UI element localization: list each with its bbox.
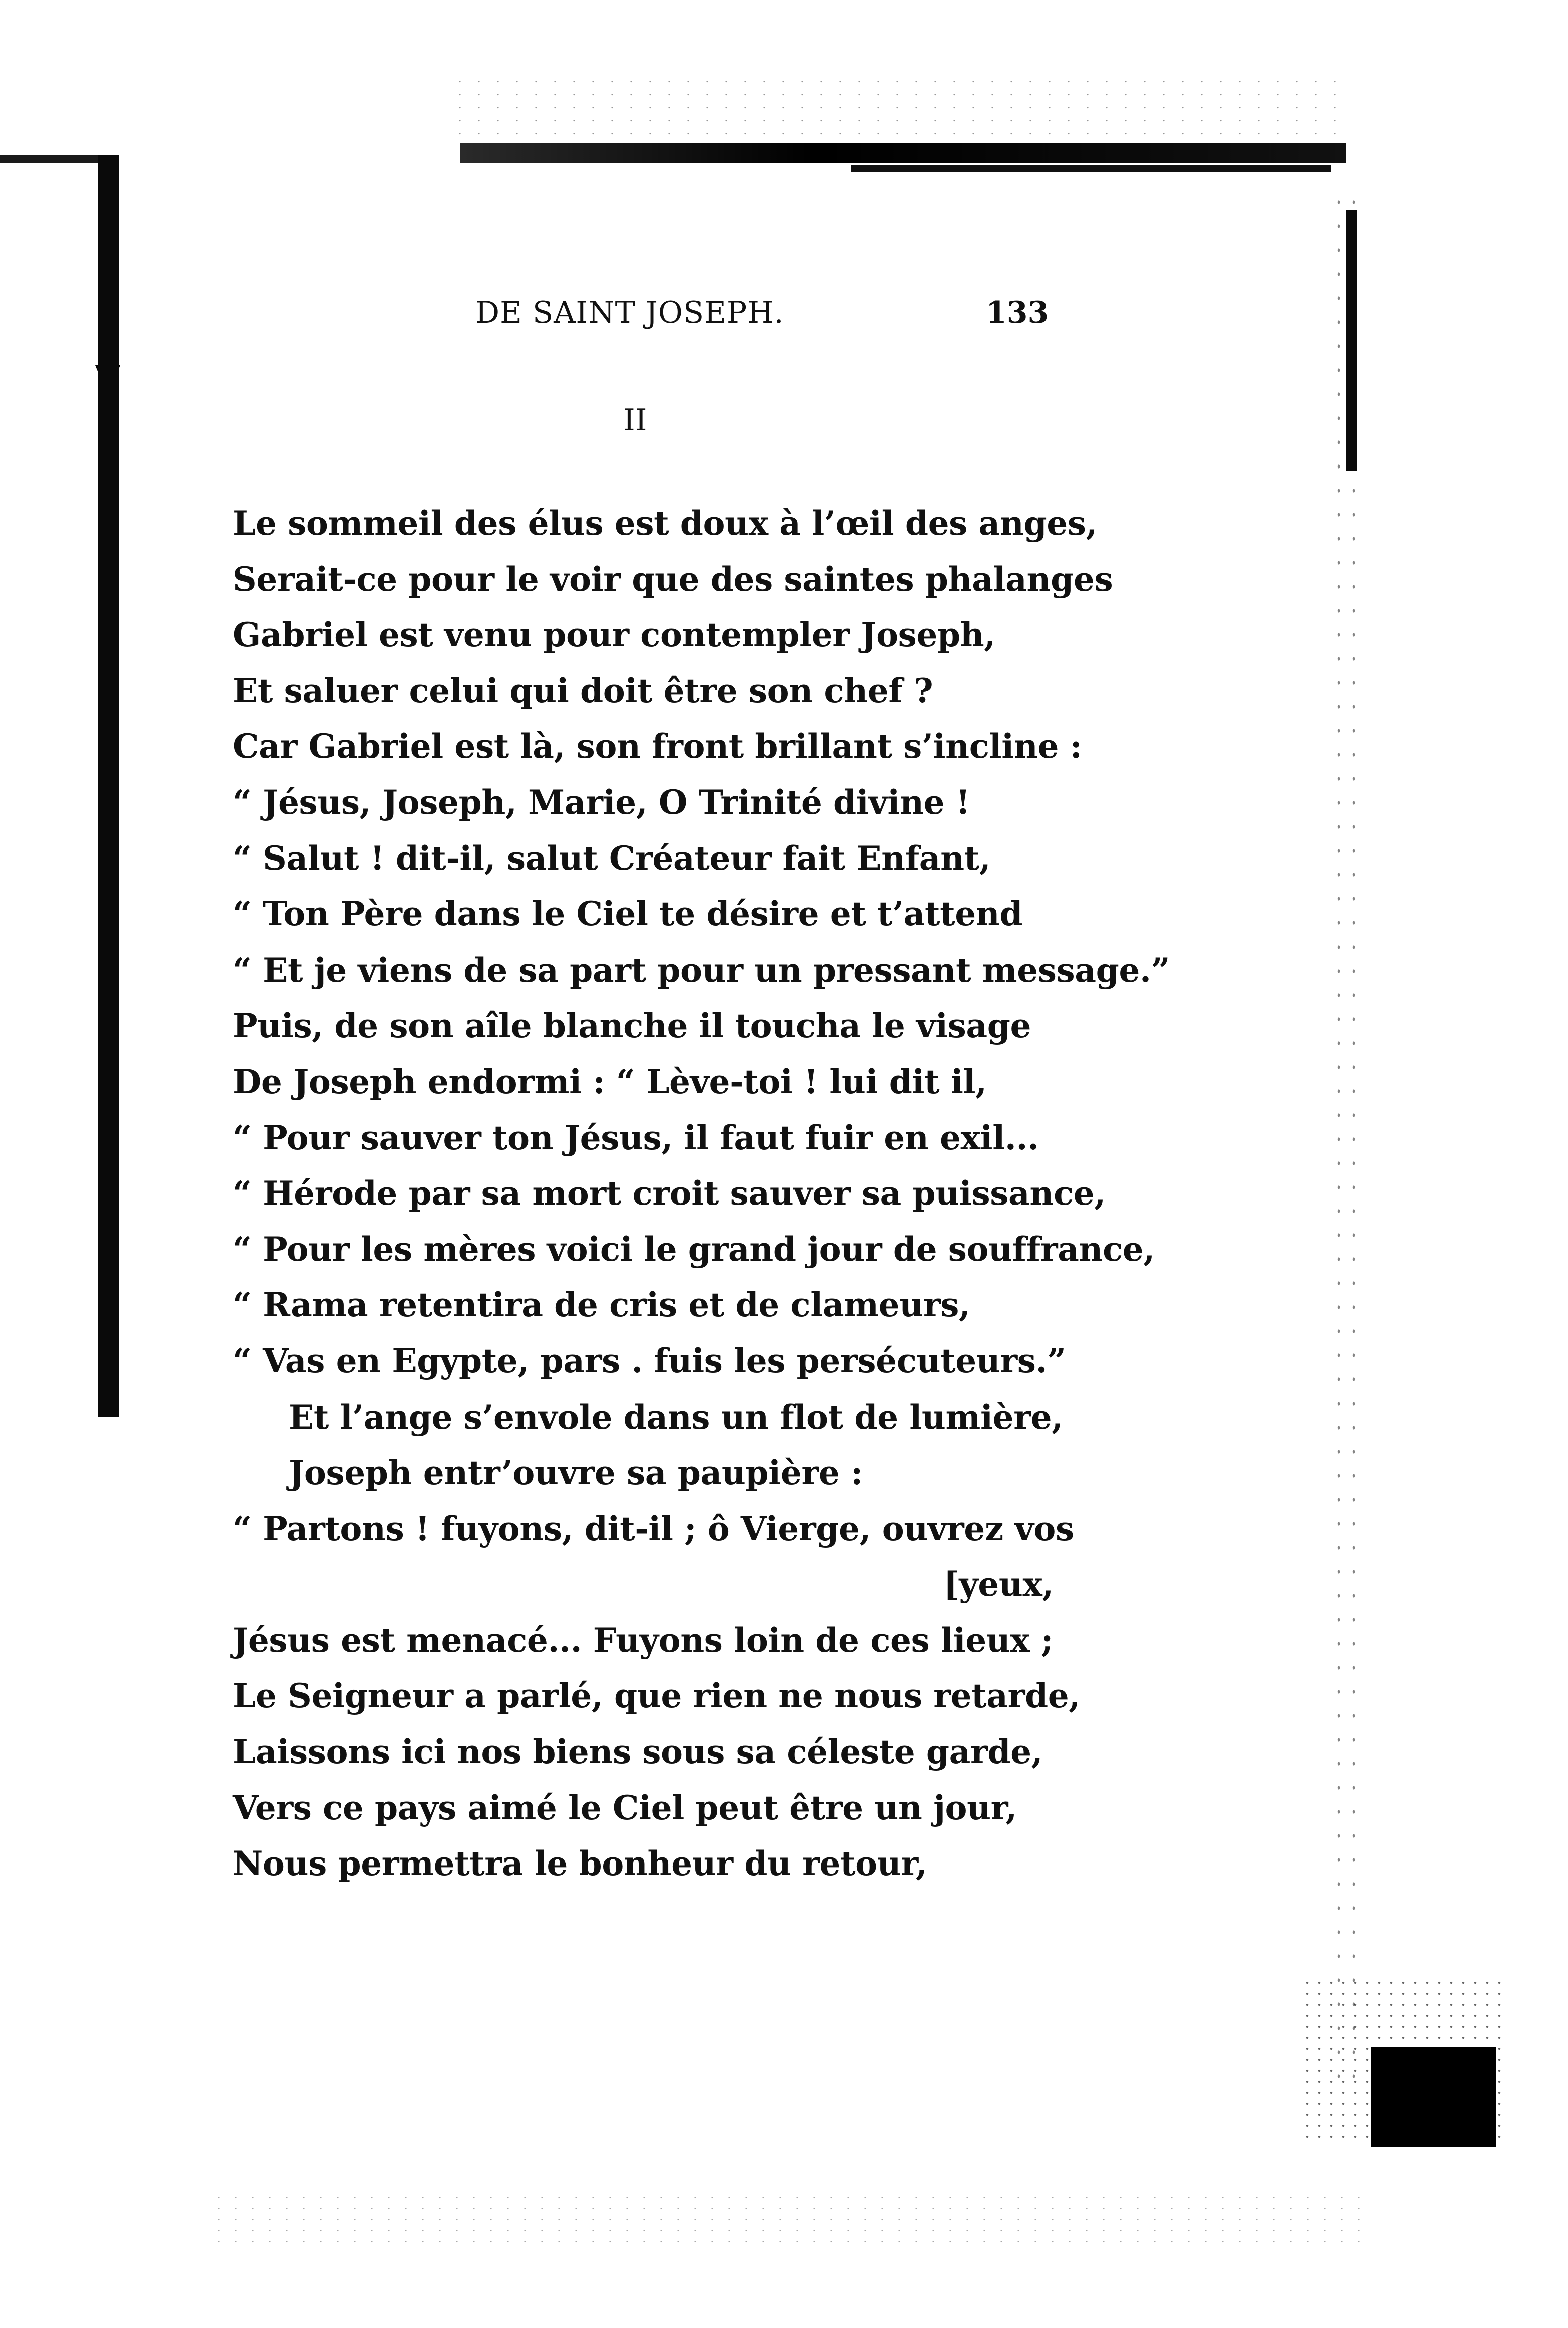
poem-line: Vers ce pays aimé le Ciel peut être un jour, xyxy=(233,1788,1017,1827)
scan-speckle-bottom xyxy=(210,2192,1361,2247)
poem-line: Gabriel est venu pour contempler Joseph, xyxy=(233,615,995,655)
poem-line: Jésus est menacé... Fuyons loin de ces lieux ; xyxy=(233,1620,1053,1660)
poem-line: Nous permettra le bonheur du retour, xyxy=(233,1844,927,1884)
poem-line-turnover: [yeux, xyxy=(943,1565,1054,1604)
poem-line: De Joseph endormi : “ Lève-toi ! lui dit il, xyxy=(233,1062,987,1101)
poem-line: “ Hérode par sa mort croit sauver sa puissance, xyxy=(233,1174,1106,1213)
poem-line-indented: Et l’ange s’envole dans un flot de lumière, xyxy=(289,1397,1063,1437)
scan-corner-bottom-right xyxy=(1371,2047,1496,2147)
poem-line: “ Pour sauver ton Jésus, il faut fuir en exil... xyxy=(233,1118,1039,1157)
poem-line: Laissons ici nos biens sous sa céleste garde, xyxy=(233,1732,1043,1772)
poem-line: “ Pour les mères voici le grand jour de souffrance, xyxy=(233,1229,1155,1269)
poem-line: Car Gabriel est là, son front brillant s’incline : xyxy=(233,727,1082,766)
poem-line: “ Jésus, Joseph, Marie, O Trinité divine ! xyxy=(233,782,970,822)
scan-edge-right xyxy=(1346,210,1357,471)
scan-edge-top xyxy=(460,143,1346,163)
scan-speckle-right xyxy=(1331,190,1361,2092)
running-head: DE SAINT JOSEPH. xyxy=(475,295,784,330)
poem-line: Puis, de son aîle blanche il toucha le visage xyxy=(233,1006,1031,1046)
poem-line: “ Ton Père dans le Ciel te désire et t’attend xyxy=(233,894,1023,934)
poem-line: “ Rama retentira de cris et de clameurs, xyxy=(233,1285,970,1325)
poem xyxy=(233,496,1170,1892)
poem-line: “ Salut ! dit-il, salut Créateur fait Enfant, xyxy=(233,838,991,878)
section-number: II xyxy=(623,403,647,438)
scan-edge-left xyxy=(98,155,119,1417)
poem-line: “ Vas en Egypte, pars . fuis les persécuteurs.” xyxy=(233,1341,1066,1380)
poem-line: Serait-ce pour le voir que des saintes phalanges xyxy=(233,559,1113,599)
poem-line: Le Seigneur a parlé, que rien ne nous retarde, xyxy=(233,1676,1080,1716)
poem-line: Le sommeil des élus est doux à l’œil des anges, xyxy=(233,504,1098,543)
poem-line: “ Partons ! fuyons, dit-il ; ô Vierge, ouvrez vos xyxy=(233,1509,1074,1548)
scan-edge-top-inner xyxy=(851,165,1331,172)
poem-line-indented: Joseph entr’ouvre sa paupière : xyxy=(289,1453,863,1493)
scan-speckle-top xyxy=(450,75,1351,135)
page-number: 133 xyxy=(986,295,1049,330)
poem-line: “ Et je viens de sa part pour un pressant message.” xyxy=(233,950,1170,990)
scan-notch-left xyxy=(95,365,120,395)
poem-line: Et saluer celui qui doit être son chef ? xyxy=(233,671,933,710)
